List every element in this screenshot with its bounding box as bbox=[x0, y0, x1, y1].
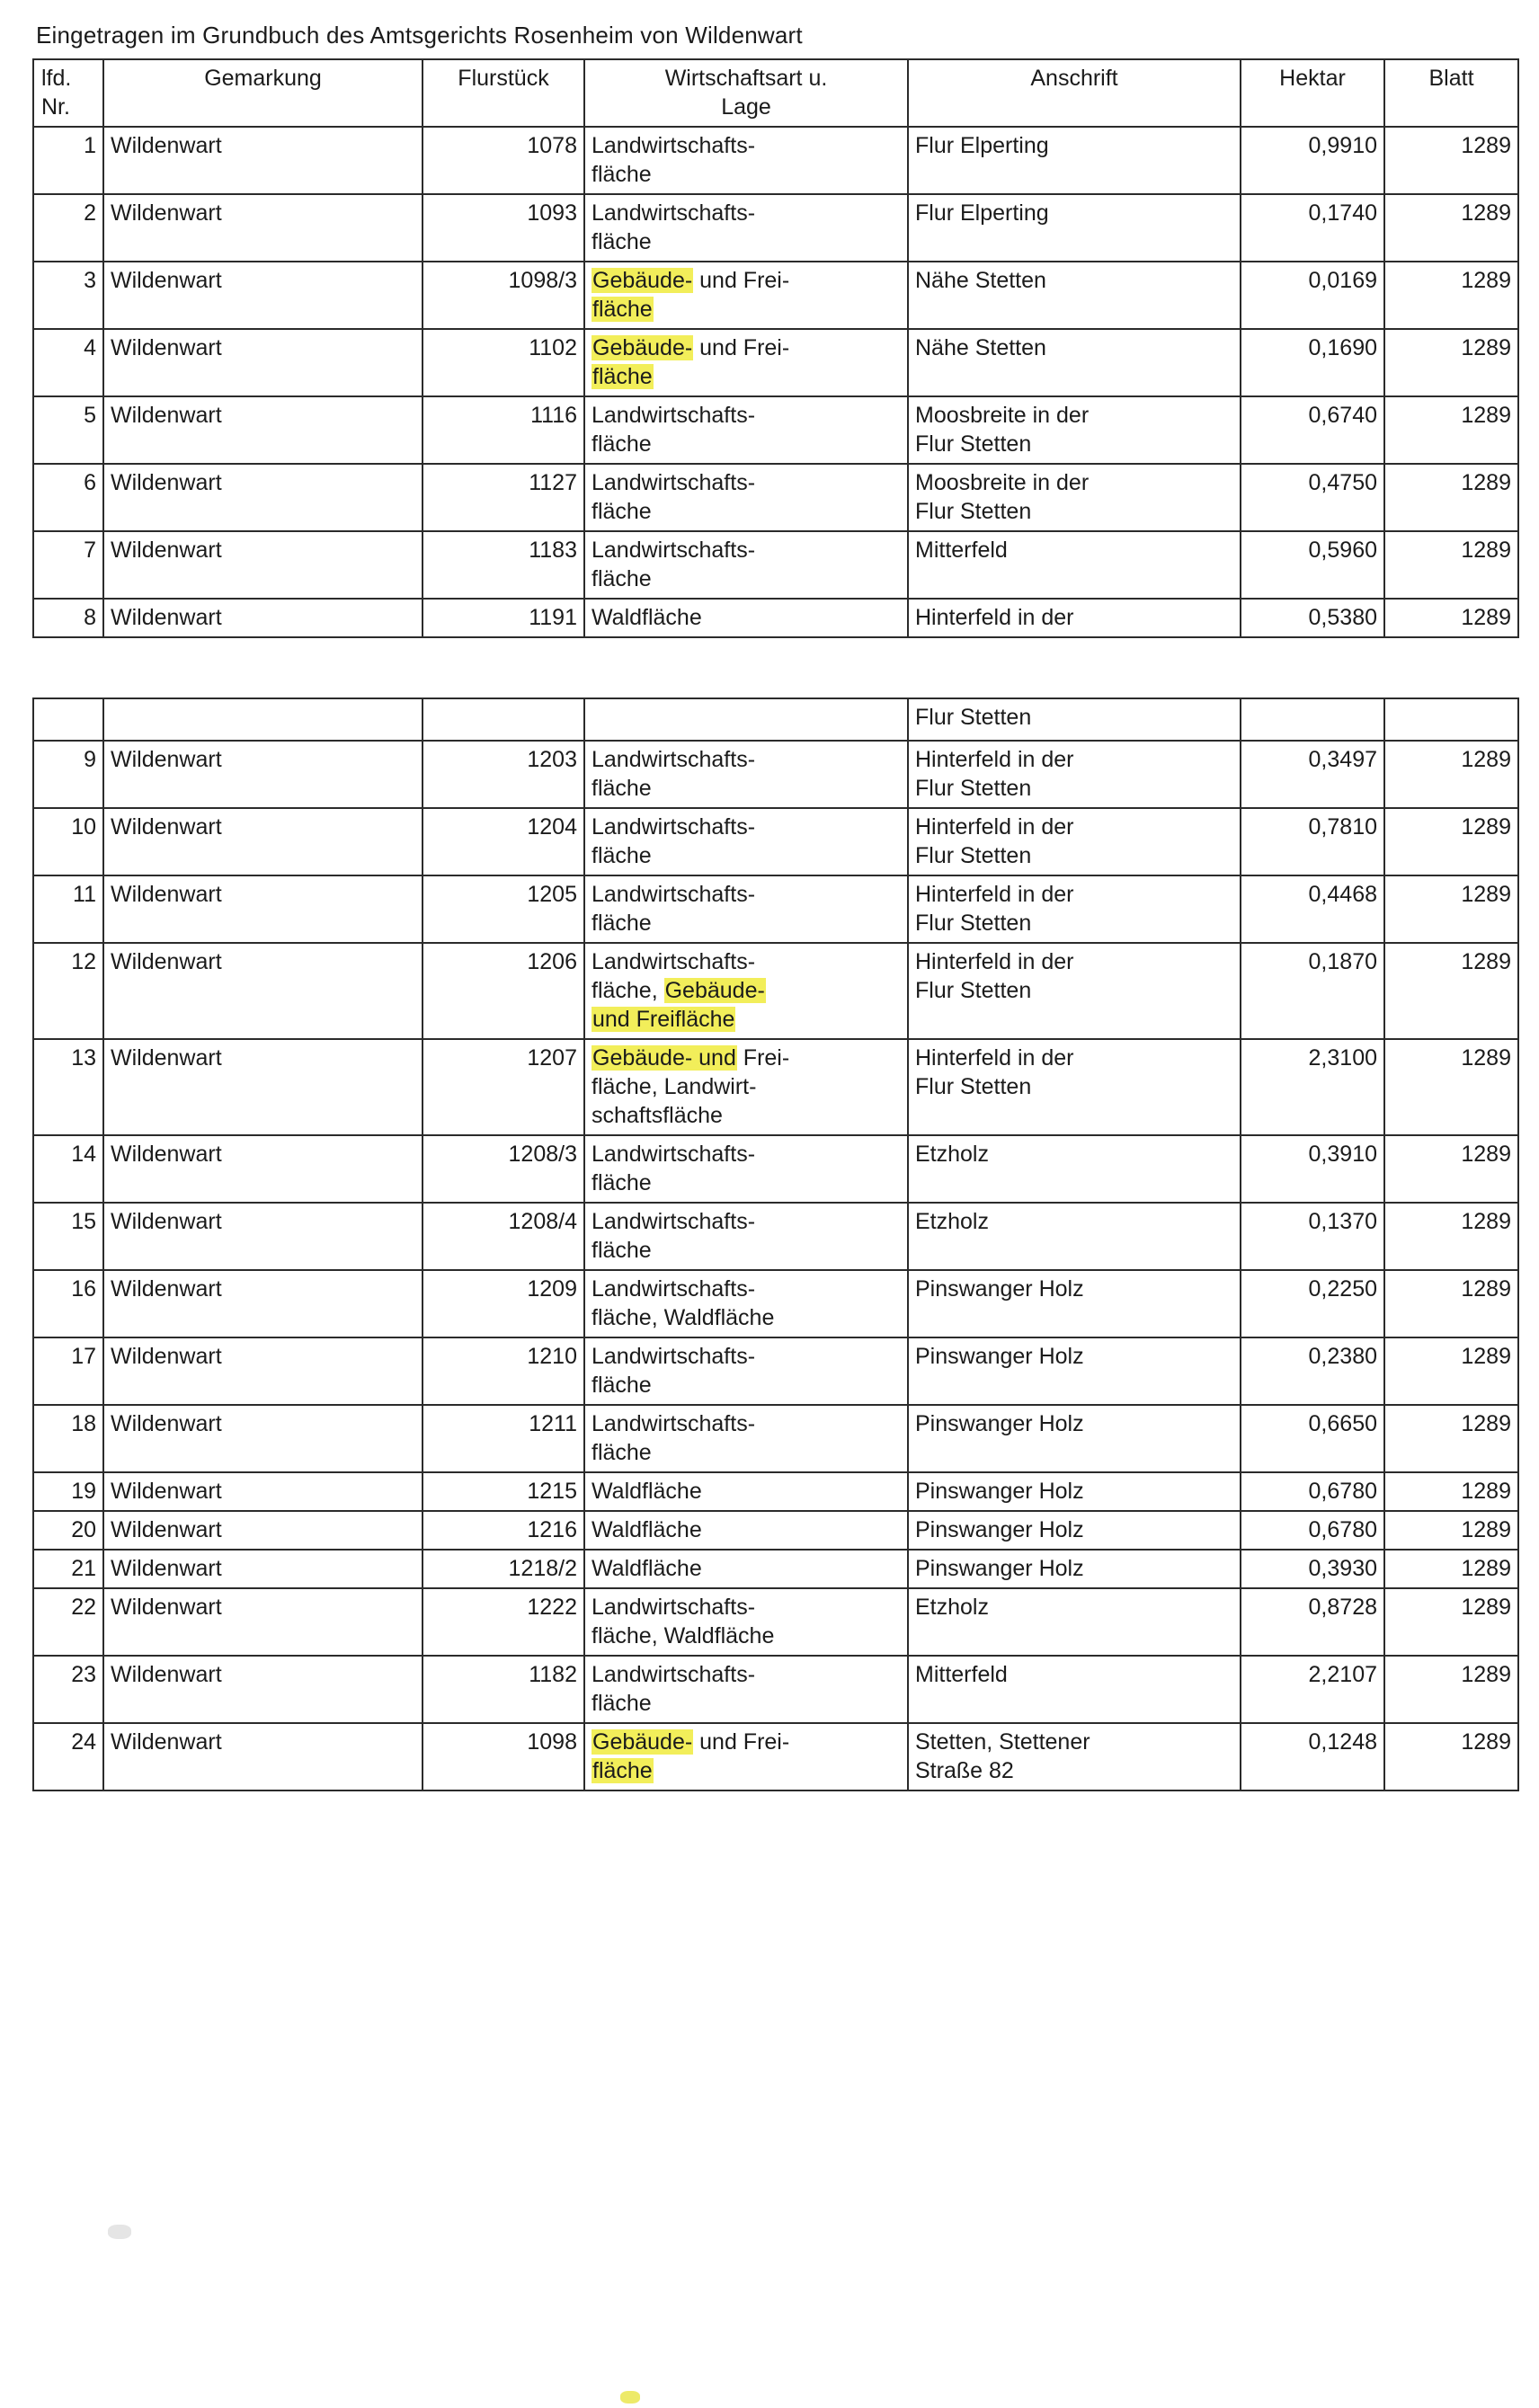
cell-gemarkung: Wildenwart bbox=[103, 531, 423, 599]
table-row bbox=[33, 1203, 1518, 1270]
table-row bbox=[33, 262, 1518, 329]
cell-lfd-nr: 19 bbox=[33, 1472, 103, 1511]
cell-wirtschaftsart-lage: Landwirtschafts- fläche bbox=[584, 1405, 908, 1472]
cell-anschrift: Nähe Stetten bbox=[908, 262, 1241, 329]
cell-flurstueck: 1216 bbox=[423, 1511, 584, 1550]
cell-wirtschaftsart-lage: Landwirtschafts- fläche bbox=[584, 396, 908, 464]
cell-anschrift: Flur Elperting bbox=[908, 127, 1241, 194]
table-row bbox=[33, 396, 1518, 464]
cell-lfd-nr: 5 bbox=[33, 396, 103, 464]
table-row bbox=[33, 1039, 1518, 1135]
cell-blatt: 1289 bbox=[1384, 262, 1518, 329]
cell-wirtschaftsart-lage: Landwirtschafts- fläche, Waldfläche bbox=[584, 1270, 908, 1337]
cell-flurstueck: 1209 bbox=[423, 1270, 584, 1337]
cell-gemarkung: Wildenwart bbox=[103, 396, 423, 464]
cell-lfd-nr: 14 bbox=[33, 1135, 103, 1203]
table-row bbox=[33, 1550, 1518, 1588]
scan-artifact-smudge bbox=[108, 2225, 131, 2239]
cell-blatt: 1289 bbox=[1384, 875, 1518, 943]
cell-hektar: 0,9910 bbox=[1241, 127, 1384, 194]
column-header-wirtschaftsart-line1: Wirtschaftsart u. bbox=[664, 66, 828, 91]
cell-hektar: 0,2250 bbox=[1241, 1270, 1384, 1337]
cell-anschrift: Pinswanger Holz bbox=[908, 1472, 1241, 1511]
cell-flurstueck: 1218/2 bbox=[423, 1550, 584, 1588]
cell-hektar: 0,5380 bbox=[1241, 599, 1384, 637]
cell-anschrift: Nähe Stetten bbox=[908, 329, 1241, 396]
cell-flurstueck: 1078 bbox=[423, 127, 584, 194]
cell-lfd-nr bbox=[33, 698, 103, 741]
cell-hektar: 0,6650 bbox=[1241, 1405, 1384, 1472]
cell-hektar: 0,1740 bbox=[1241, 194, 1384, 262]
cell-flurstueck: 1208/4 bbox=[423, 1203, 584, 1270]
table-row bbox=[33, 329, 1518, 396]
cell-gemarkung: Wildenwart bbox=[103, 127, 423, 194]
cell-blatt: 1289 bbox=[1384, 1203, 1518, 1270]
table-row bbox=[33, 531, 1518, 599]
table-row bbox=[33, 808, 1518, 875]
cell-blatt: 1289 bbox=[1384, 1039, 1518, 1135]
cell-hektar: 0,1870 bbox=[1241, 943, 1384, 1039]
cell-anschrift: Stetten, Stettener Straße 82 bbox=[908, 1723, 1241, 1790]
table-row bbox=[33, 1723, 1518, 1790]
cell-wirtschaftsart-lage: Landwirtschafts- fläche bbox=[584, 1135, 908, 1203]
cell-lfd-nr: 6 bbox=[33, 464, 103, 531]
cell-hektar: 2,2107 bbox=[1241, 1656, 1384, 1723]
cell-gemarkung: Wildenwart bbox=[103, 329, 423, 396]
cell-gemarkung: Wildenwart bbox=[103, 1511, 423, 1550]
cell-wirtschaftsart-lage: Gebäude- und Frei- fläche, Landwirt- schaftsfläche bbox=[584, 1039, 908, 1135]
column-header-hektar: Hektar bbox=[1241, 59, 1384, 127]
cell-anschrift: Mitterfeld bbox=[908, 1656, 1241, 1723]
cell-blatt: 1289 bbox=[1384, 329, 1518, 396]
table-row bbox=[33, 741, 1518, 808]
cell-wirtschaftsart-lage: Landwirtschafts- fläche bbox=[584, 1656, 908, 1723]
cell-hektar: 0,5960 bbox=[1241, 531, 1384, 599]
cell-blatt: 1289 bbox=[1384, 1723, 1518, 1790]
cell-gemarkung: Wildenwart bbox=[103, 1405, 423, 1472]
cell-lfd-nr: 12 bbox=[33, 943, 103, 1039]
cell-wirtschaftsart-lage bbox=[584, 698, 908, 741]
cell-gemarkung: Wildenwart bbox=[103, 1656, 423, 1723]
cell-lfd-nr: 13 bbox=[33, 1039, 103, 1135]
cell-anschrift: Etzholz bbox=[908, 1203, 1241, 1270]
table-header-row bbox=[33, 59, 1518, 127]
cell-blatt: 1289 bbox=[1384, 531, 1518, 599]
cell-wirtschaftsart-lage: Landwirtschafts- fläche bbox=[584, 464, 908, 531]
cell-lfd-nr: 3 bbox=[33, 262, 103, 329]
cell-anschrift: Flur Stetten bbox=[908, 698, 1241, 741]
cell-gemarkung: Wildenwart bbox=[103, 808, 423, 875]
cell-anschrift: Moosbreite in der Flur Stetten bbox=[908, 396, 1241, 464]
cell-blatt: 1289 bbox=[1384, 396, 1518, 464]
cell-gemarkung: Wildenwart bbox=[103, 464, 423, 531]
column-header-gemarkung: Gemarkung bbox=[103, 59, 423, 127]
cell-gemarkung: Wildenwart bbox=[103, 1039, 423, 1135]
cell-flurstueck: 1207 bbox=[423, 1039, 584, 1135]
cell-lfd-nr: 10 bbox=[33, 808, 103, 875]
cell-anschrift: Etzholz bbox=[908, 1588, 1241, 1656]
column-header-flurstueck: Flurstück bbox=[423, 59, 584, 127]
page-title: Eingetragen im Grundbuch des Amtsgerichts Rosenheim von Wildenwart bbox=[36, 22, 803, 49]
table-body-part2 bbox=[33, 698, 1518, 1790]
table-row bbox=[33, 1405, 1518, 1472]
cell-anschrift: Pinswanger Holz bbox=[908, 1337, 1241, 1405]
cell-flurstueck: 1222 bbox=[423, 1588, 584, 1656]
table-row bbox=[33, 599, 1518, 637]
cell-blatt: 1289 bbox=[1384, 1270, 1518, 1337]
cell-blatt: 1289 bbox=[1384, 808, 1518, 875]
cell-gemarkung: Wildenwart bbox=[103, 1472, 423, 1511]
table-row bbox=[33, 1588, 1518, 1656]
cell-wirtschaftsart-lage: Gebäude- und Frei- fläche bbox=[584, 1723, 908, 1790]
cell-hektar: 0,6740 bbox=[1241, 396, 1384, 464]
cell-wirtschaftsart-lage: Landwirtschafts- fläche bbox=[584, 531, 908, 599]
cell-gemarkung: Wildenwart bbox=[103, 599, 423, 637]
table-row bbox=[33, 1472, 1518, 1511]
cell-gemarkung: Wildenwart bbox=[103, 943, 423, 1039]
cell-lfd-nr: 18 bbox=[33, 1405, 103, 1472]
cell-wirtschaftsart-lage: Landwirtschafts- fläche, Waldfläche bbox=[584, 1588, 908, 1656]
cell-lfd-nr: 20 bbox=[33, 1511, 103, 1550]
cell-blatt: 1289 bbox=[1384, 127, 1518, 194]
cell-anschrift: Pinswanger Holz bbox=[908, 1270, 1241, 1337]
cell-wirtschaftsart-lage: Landwirtschafts- fläche bbox=[584, 127, 908, 194]
cell-lfd-nr: 24 bbox=[33, 1723, 103, 1790]
cell-lfd-nr: 1 bbox=[33, 127, 103, 194]
cell-wirtschaftsart-lage: Landwirtschafts- fläche bbox=[584, 741, 908, 808]
cell-hektar: 0,8728 bbox=[1241, 1588, 1384, 1656]
cell-gemarkung: Wildenwart bbox=[103, 1337, 423, 1405]
land-register-table-part1 bbox=[32, 58, 1519, 638]
cell-blatt: 1289 bbox=[1384, 741, 1518, 808]
cell-lfd-nr: 9 bbox=[33, 741, 103, 808]
cell-lfd-nr: 8 bbox=[33, 599, 103, 637]
column-header-wirtschaftsart bbox=[584, 59, 908, 127]
cell-hektar: 0,3930 bbox=[1241, 1550, 1384, 1588]
cell-anschrift: Hinterfeld in der Flur Stetten bbox=[908, 808, 1241, 875]
table-row bbox=[33, 875, 1518, 943]
table-separator-gap bbox=[27, 638, 1519, 698]
cell-wirtschaftsart-lage: Landwirtschafts- fläche bbox=[584, 1337, 908, 1405]
cell-flurstueck: 1116 bbox=[423, 396, 584, 464]
cell-anschrift: Etzholz bbox=[908, 1135, 1241, 1203]
cell-gemarkung: Wildenwart bbox=[103, 194, 423, 262]
cell-anschrift: Pinswanger Holz bbox=[908, 1405, 1241, 1472]
cell-anschrift: Flur Elperting bbox=[908, 194, 1241, 262]
cell-wirtschaftsart-lage: Landwirtschafts- fläche bbox=[584, 194, 908, 262]
cell-lfd-nr: 17 bbox=[33, 1337, 103, 1405]
cell-wirtschaftsart-lage: Gebäude- und Frei- fläche bbox=[584, 329, 908, 396]
cell-hektar bbox=[1241, 698, 1384, 741]
cell-gemarkung: Wildenwart bbox=[103, 1135, 423, 1203]
cell-gemarkung: Wildenwart bbox=[103, 741, 423, 808]
cell-gemarkung: Wildenwart bbox=[103, 1270, 423, 1337]
cell-flurstueck: 1183 bbox=[423, 531, 584, 599]
table-row bbox=[33, 1270, 1518, 1337]
cell-blatt: 1289 bbox=[1384, 464, 1518, 531]
cell-lfd-nr: 21 bbox=[33, 1550, 103, 1588]
cell-flurstueck: 1203 bbox=[423, 741, 584, 808]
cell-lfd-nr: 11 bbox=[33, 875, 103, 943]
column-header-lfd-nr-line2: Nr. bbox=[41, 94, 70, 120]
land-register-table-part2 bbox=[32, 698, 1519, 1791]
column-header-lfd-nr bbox=[33, 59, 103, 127]
cell-lfd-nr: 23 bbox=[33, 1656, 103, 1723]
cell-blatt: 1289 bbox=[1384, 1656, 1518, 1723]
cell-wirtschaftsart-lage: Gebäude- und Frei- fläche bbox=[584, 262, 908, 329]
cell-gemarkung bbox=[103, 698, 423, 741]
column-header-lfd-nr-line1: lfd. bbox=[41, 66, 72, 91]
table-body-part1 bbox=[33, 127, 1518, 637]
cell-flurstueck bbox=[423, 698, 584, 741]
table-row bbox=[33, 1511, 1518, 1550]
cell-wirtschaftsart-lage: Landwirtschafts- fläche bbox=[584, 808, 908, 875]
cell-blatt: 1289 bbox=[1384, 194, 1518, 262]
cell-lfd-nr: 7 bbox=[33, 531, 103, 599]
cell-flurstueck: 1098 bbox=[423, 1723, 584, 1790]
cell-anschrift: Hinterfeld in der Flur Stetten bbox=[908, 741, 1241, 808]
cell-hektar: 0,1690 bbox=[1241, 329, 1384, 396]
cell-blatt: 1289 bbox=[1384, 1337, 1518, 1405]
cell-flurstueck: 1182 bbox=[423, 1656, 584, 1723]
cell-blatt: 1289 bbox=[1384, 1472, 1518, 1511]
cell-wirtschaftsart-lage: Waldfläche bbox=[584, 1511, 908, 1550]
cell-hektar: 0,1248 bbox=[1241, 1723, 1384, 1790]
scan-artifact-highlighter-mark bbox=[620, 2391, 640, 2404]
cell-blatt bbox=[1384, 698, 1518, 741]
table-row bbox=[33, 698, 1518, 741]
cell-wirtschaftsart-lage: Landwirtschafts- fläche, Gebäude- und Freifläche bbox=[584, 943, 908, 1039]
cell-anschrift: Hinterfeld in der bbox=[908, 599, 1241, 637]
cell-gemarkung: Wildenwart bbox=[103, 1588, 423, 1656]
cell-hektar: 0,0169 bbox=[1241, 262, 1384, 329]
cell-hektar: 0,1370 bbox=[1241, 1203, 1384, 1270]
cell-hektar: 0,3497 bbox=[1241, 741, 1384, 808]
cell-wirtschaftsart-lage: Landwirtschafts- fläche bbox=[584, 875, 908, 943]
cell-flurstueck: 1191 bbox=[423, 599, 584, 637]
cell-blatt: 1289 bbox=[1384, 1405, 1518, 1472]
column-header-blatt: Blatt bbox=[1384, 59, 1518, 127]
cell-blatt: 1289 bbox=[1384, 1135, 1518, 1203]
cell-blatt: 1289 bbox=[1384, 943, 1518, 1039]
cell-wirtschaftsart-lage: Waldfläche bbox=[584, 1550, 908, 1588]
cell-hektar: 0,7810 bbox=[1241, 808, 1384, 875]
cell-blatt: 1289 bbox=[1384, 1588, 1518, 1656]
table-row bbox=[33, 1135, 1518, 1203]
cell-hektar: 0,2380 bbox=[1241, 1337, 1384, 1405]
cell-blatt: 1289 bbox=[1384, 1550, 1518, 1588]
table-row bbox=[33, 127, 1518, 194]
cell-hektar: 0,6780 bbox=[1241, 1511, 1384, 1550]
cell-hektar: 2,3100 bbox=[1241, 1039, 1384, 1135]
cell-hektar: 0,3910 bbox=[1241, 1135, 1384, 1203]
cell-lfd-nr: 15 bbox=[33, 1203, 103, 1270]
cell-wirtschaftsart-lage: Landwirtschafts- fläche bbox=[584, 1203, 908, 1270]
table-header bbox=[33, 59, 1518, 127]
cell-gemarkung: Wildenwart bbox=[103, 1550, 423, 1588]
cell-lfd-nr: 4 bbox=[33, 329, 103, 396]
cell-flurstueck: 1102 bbox=[423, 329, 584, 396]
cell-anschrift: Pinswanger Holz bbox=[908, 1511, 1241, 1550]
cell-flurstueck: 1208/3 bbox=[423, 1135, 584, 1203]
cell-hektar: 0,4468 bbox=[1241, 875, 1384, 943]
cell-lfd-nr: 16 bbox=[33, 1270, 103, 1337]
cell-hektar: 0,4750 bbox=[1241, 464, 1384, 531]
cell-hektar: 0,6780 bbox=[1241, 1472, 1384, 1511]
cell-blatt: 1289 bbox=[1384, 1511, 1518, 1550]
cell-flurstueck: 1204 bbox=[423, 808, 584, 875]
table-row bbox=[33, 943, 1518, 1039]
cell-anschrift: Pinswanger Holz bbox=[908, 1550, 1241, 1588]
cell-gemarkung: Wildenwart bbox=[103, 1723, 423, 1790]
cell-anschrift: Hinterfeld in der Flur Stetten bbox=[908, 875, 1241, 943]
cell-anschrift: Hinterfeld in der Flur Stetten bbox=[908, 1039, 1241, 1135]
cell-flurstueck: 1206 bbox=[423, 943, 584, 1039]
cell-gemarkung: Wildenwart bbox=[103, 1203, 423, 1270]
column-header-anschrift: Anschrift bbox=[908, 59, 1241, 127]
cell-lfd-nr: 2 bbox=[33, 194, 103, 262]
cell-gemarkung: Wildenwart bbox=[103, 262, 423, 329]
column-header-wirtschaftsart-line2: Lage bbox=[721, 94, 771, 120]
cell-anschrift: Moosbreite in der Flur Stetten bbox=[908, 464, 1241, 531]
cell-blatt: 1289 bbox=[1384, 599, 1518, 637]
cell-anschrift: Hinterfeld in der Flur Stetten bbox=[908, 943, 1241, 1039]
table-row bbox=[33, 1337, 1518, 1405]
cell-flurstueck: 1127 bbox=[423, 464, 584, 531]
cell-anschrift: Mitterfeld bbox=[908, 531, 1241, 599]
cell-gemarkung: Wildenwart bbox=[103, 875, 423, 943]
cell-flurstueck: 1215 bbox=[423, 1472, 584, 1511]
cell-flurstueck: 1211 bbox=[423, 1405, 584, 1472]
cell-lfd-nr: 22 bbox=[33, 1588, 103, 1656]
cell-flurstueck: 1098/3 bbox=[423, 262, 584, 329]
table-row bbox=[33, 464, 1518, 531]
cell-flurstueck: 1210 bbox=[423, 1337, 584, 1405]
cell-flurstueck: 1093 bbox=[423, 194, 584, 262]
table-row bbox=[33, 1656, 1518, 1723]
cell-wirtschaftsart-lage: Waldfläche bbox=[584, 1472, 908, 1511]
cell-flurstueck: 1205 bbox=[423, 875, 584, 943]
table-row bbox=[33, 194, 1518, 262]
cell-wirtschaftsart-lage: Waldfläche bbox=[584, 599, 908, 637]
